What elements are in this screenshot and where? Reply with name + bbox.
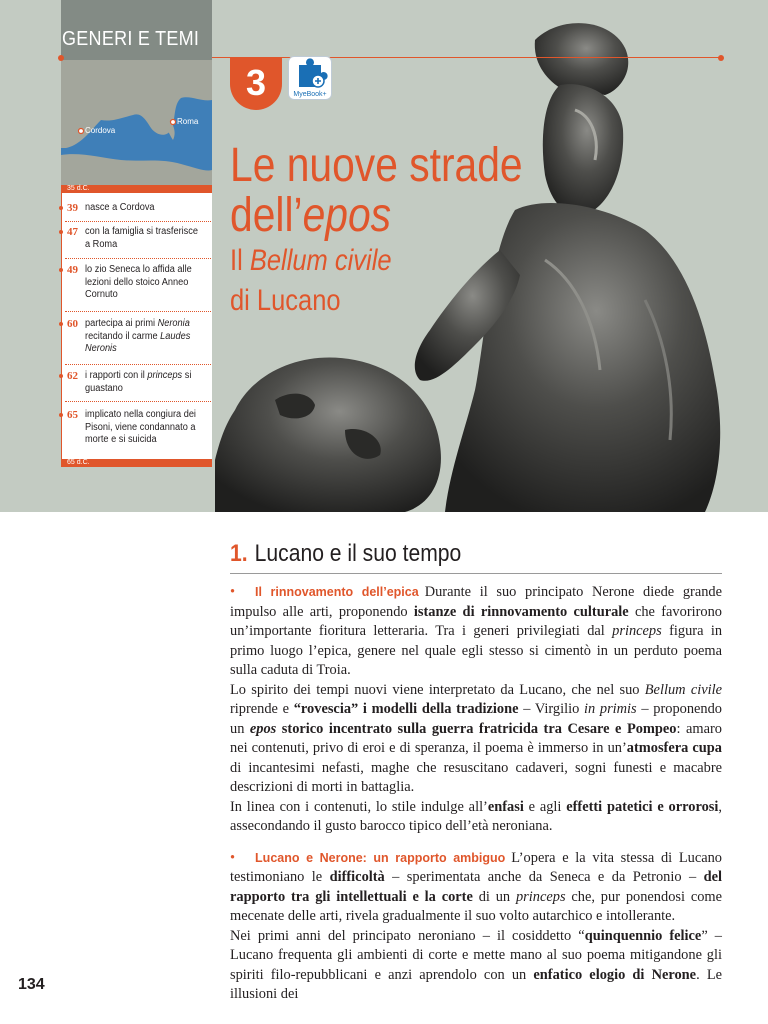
title-italic: epos [302,189,392,242]
timeline-text: con la famiglia si trasferisce a Roma [85,226,199,250]
timeline-separator [65,258,211,259]
timeline-text: lo zio Seneca lo affida alle lezioni dello stoico Anneo Cornuto [85,264,192,300]
timeline-year: 39 [67,202,78,214]
italic-run: princeps [515,888,566,905]
bold-run: del rapporto tra gli intellettuali e la corte [230,869,722,905]
timeline-dot [59,230,63,234]
section-heading [230,540,461,568]
paragraph [230,849,722,927]
timeline-start-label: 35 d.C. [67,185,90,192]
timeline-dot [59,374,63,378]
timeline-text [85,318,201,356]
chapter-subtitle-line1 [230,246,392,276]
bold-run: quinquennio felice [584,927,702,944]
text-run: Lo spirito dei tempi nuovi viene interpretato da Lucano, che nel suo [230,681,645,698]
timeline-text-italic: Laudes Neronis [85,330,191,354]
section-title: Lucano e il suo tempo [254,540,462,567]
timeline-dot [59,322,63,326]
timeline-text-part: recitando il carme [85,330,161,342]
timeline-separator [65,311,211,312]
timeline-text-part: si guastano [85,370,192,394]
text-run: Nei primi anni del principato neroniano – il cosiddetto “ [230,927,585,944]
timeline-text [85,370,201,395]
timeline-text: implicato nella congiura dei Pisoni, viene condannato a morte e si suicida [85,409,196,445]
timeline-year: 62 [67,370,78,382]
text-run: che favorirono un’importante fioritura letteraria. Tra i generi privilegiati dal [230,603,722,639]
subtitle-prefix: Il [230,244,250,277]
bold-italic-run: epos [249,720,277,737]
timeline-separator [65,364,211,365]
text-run: – sperimentata anche da Seneca e da Petronio – [384,869,704,885]
bullet-icon: • [230,849,236,866]
subtitle-italic: Bellum civile [249,244,392,277]
map-label-roma: Roma [177,117,199,126]
text-run: che, pur ponendosi come mecenate delle arti, rivela gradualmente il suo volto autarchico e intollerante. [230,888,722,924]
timeline-year: 47 [67,226,78,238]
map-label-cordova: Cordova [85,126,116,135]
timeline-dot [59,268,63,272]
paragraph-lead: Lucano e Nerone: un rapporto ambiguo [255,850,506,865]
chapter-subtitle-line2: di Lucano [230,284,341,317]
bold-run: enfasi [487,798,524,815]
bold-run: enfatico elogio di Nerone [533,966,697,983]
text-run: riprende e [230,701,294,717]
bold-run: istanze di rinnovamento culturale [413,603,629,620]
bold-run: atmosfera cupa [626,740,722,756]
text-run: . Le illusioni dei [230,966,723,1002]
text-run: – Virgilio [518,701,584,717]
section-rule [230,573,722,574]
paragraph-lead: Il rinnovamento dell’epica [255,585,419,599]
text-run: di un [472,888,516,905]
text-run: e agli [523,798,567,815]
timeline-start-bar [61,185,212,193]
paragraph-gap [230,837,722,849]
timeline-text-italic: princeps [147,370,183,381]
timeline-year: 49 [67,264,78,276]
bold-run: “rovescia” i modelli della tradizione [293,701,519,717]
article-body [230,583,722,1005]
text-run: : amaro nei contenuti, privo di eroi e di speranza, il poema è immerso in un’ [230,720,722,756]
timeline-separator [65,221,211,222]
mediterranean-map [61,60,212,185]
italic-run: in primis [583,701,637,717]
text-run: L’opera e la vita stessa di Lucano testimoniano le [230,849,722,885]
paragraph [230,927,722,1005]
timeline-sidebar [61,0,212,467]
timeline-end-label: 65 d.C. [67,459,90,466]
header-rule-end-dot [718,55,724,61]
text-run: di incantesimi nefasti, maghe che resuscitano cadaveri, sogni funesti e macabre descrizioni di morti in battaglia. [230,759,722,795]
timeline-end-bar [61,459,212,467]
header-rule-start-dot [58,55,64,61]
bullet-icon: • [230,584,236,600]
paragraph [230,583,722,681]
sidebar-section-label: GENERI E TEMI [62,28,200,50]
chapter-number-badge: 3 [230,58,282,110]
chapter-title-line2 [230,189,392,242]
text-run: – proponendo un [230,701,723,737]
title-prefix: dell’ [230,189,303,242]
mebook-button[interactable] [288,56,332,100]
text-run: , assecondando il gusto barocco tipico dell’età neroniana. [230,798,722,834]
text-run: In linea con i contenuti, lo stile indulge all’ [230,798,488,815]
italic-run: Bellum civile [644,681,722,698]
text-run: Durante il suo principato Nerone diede grande impulso alle arti, proponendo [230,584,722,620]
bold-run: difficoltà [329,869,385,885]
page-number: 134 [18,976,45,993]
timeline-year: 65 [67,409,78,421]
timeline-text-italic: Neronia [157,318,190,329]
timeline-separator [65,401,211,402]
paragraph [230,798,722,837]
italic-run: princeps [612,623,662,639]
text-run: ” – Lucano frequenta gli ambienti di corte e mette mano al suo poema mitigandone gli spiriti filo-repubblicani e anzi aprendolo con un [230,927,722,983]
text-run: figura in primo luogo l’epica, genere nel quale egli stesso si cimentò in un perduto poema sulla caduta di Troia. [230,623,723,678]
chapter-title-line1: Le nuove strade [230,139,523,192]
timeline-dot [59,206,63,210]
timeline-text: nasce a Cordova [85,202,155,213]
timeline-text-part: i rapporti con il [85,370,148,381]
timeline-text-part: partecipa ai primi [85,318,158,329]
paragraph [230,681,722,798]
timeline-dot [59,413,63,417]
bold-run: effetti patetici e orrorosi [566,798,719,815]
sidebar-header [61,0,212,60]
mebook-label: MyeBook+ [293,91,327,98]
bold-run: storico incentrato sulla guerra fratricida tra Cesare e Pompeo [276,720,677,737]
timeline-year: 60 [67,318,78,330]
section-number: 1. [230,540,248,567]
